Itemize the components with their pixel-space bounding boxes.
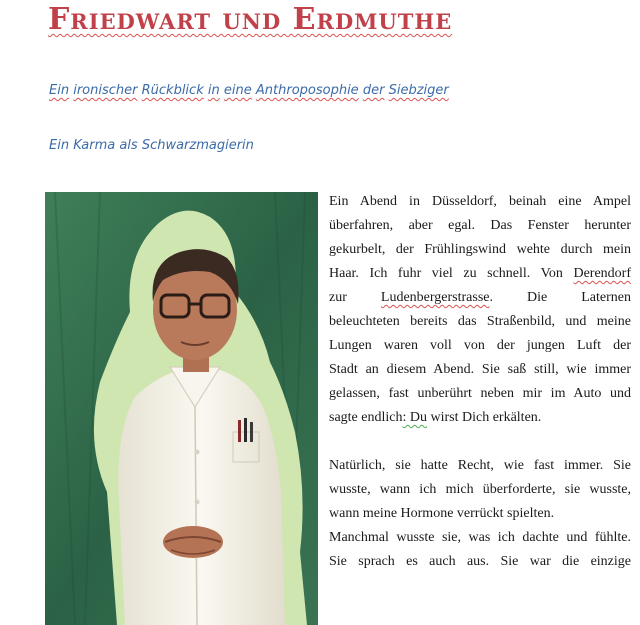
text-line	[329, 262, 631, 286]
section-heading: Ein Karma als Schwarzmagierin	[49, 138, 254, 153]
text-line: überfahren, aber egal. Das Fenster herunter	[329, 218, 631, 233]
text-segment: wirst Dich erkälten.	[426, 410, 542, 425]
subtitle-word: in	[207, 83, 220, 98]
subtitle-word: ironischer	[73, 83, 138, 98]
spelling-flag: Derendorf	[573, 266, 631, 281]
subtitle-word: Siebziger	[388, 83, 449, 98]
subtitle-word: der	[362, 83, 385, 98]
grammar-flag: : Du	[402, 410, 427, 425]
text-line: Lungen waren voll von der jungen Luft der	[329, 338, 631, 353]
paragraph-1	[329, 190, 631, 430]
text-segment: . Die Laternen	[489, 290, 631, 305]
subtitle-word: eine	[223, 83, 252, 98]
portrait-illustration	[45, 192, 318, 625]
paragraph-2	[329, 454, 631, 574]
text-line: Manchmal wusste sie, was ich dachte und fühlte.	[329, 530, 631, 545]
text-line: beleuchteten bereits das Straßenbild, und meine	[329, 314, 631, 329]
spelling-flag: Ludenbergerstrasse	[380, 290, 490, 305]
text-segment: Haar. Ich fuhr viel zu schnell. Von	[329, 266, 574, 281]
text-line: gelassen, fast unberührt neben mir im Auto und	[329, 386, 631, 401]
text-line: wusste, wann ich mich überforderte, sie wusste,	[329, 482, 631, 497]
text-line: wann meine Hormone verrückt spielten.	[329, 506, 555, 521]
portrait-photo	[45, 192, 318, 625]
article-body	[329, 190, 631, 598]
subtitle-word: Ein	[49, 83, 70, 98]
subtitle	[49, 83, 449, 98]
text-line	[329, 286, 631, 310]
text-segment: zur	[329, 290, 381, 305]
page-title	[48, 2, 452, 37]
text-line: Ein Abend in Düsseldorf, beinah eine Ampel	[329, 194, 631, 209]
subtitle-word: Rückblick	[141, 83, 204, 98]
subtitle-word: Anthroposophie	[255, 83, 359, 98]
text-line: Natürlich, sie hatte Recht, wie fast immer. Sie	[329, 458, 631, 473]
text-line	[329, 406, 631, 430]
text-line: Stadt an diesem Abend. Sie saß still, wie immer	[329, 362, 631, 377]
text-line: gekurbelt, der Frühlingswind wehte durch mein	[329, 242, 631, 257]
page-title-text: Friedwart und Erdmuthe	[48, 2, 453, 37]
white-coat	[118, 370, 285, 625]
text-segment: sagte endlich	[329, 410, 403, 425]
text-line: Sie sprach es auch aus. Sie war die einzige	[329, 554, 631, 569]
clasped-hands	[163, 526, 223, 558]
